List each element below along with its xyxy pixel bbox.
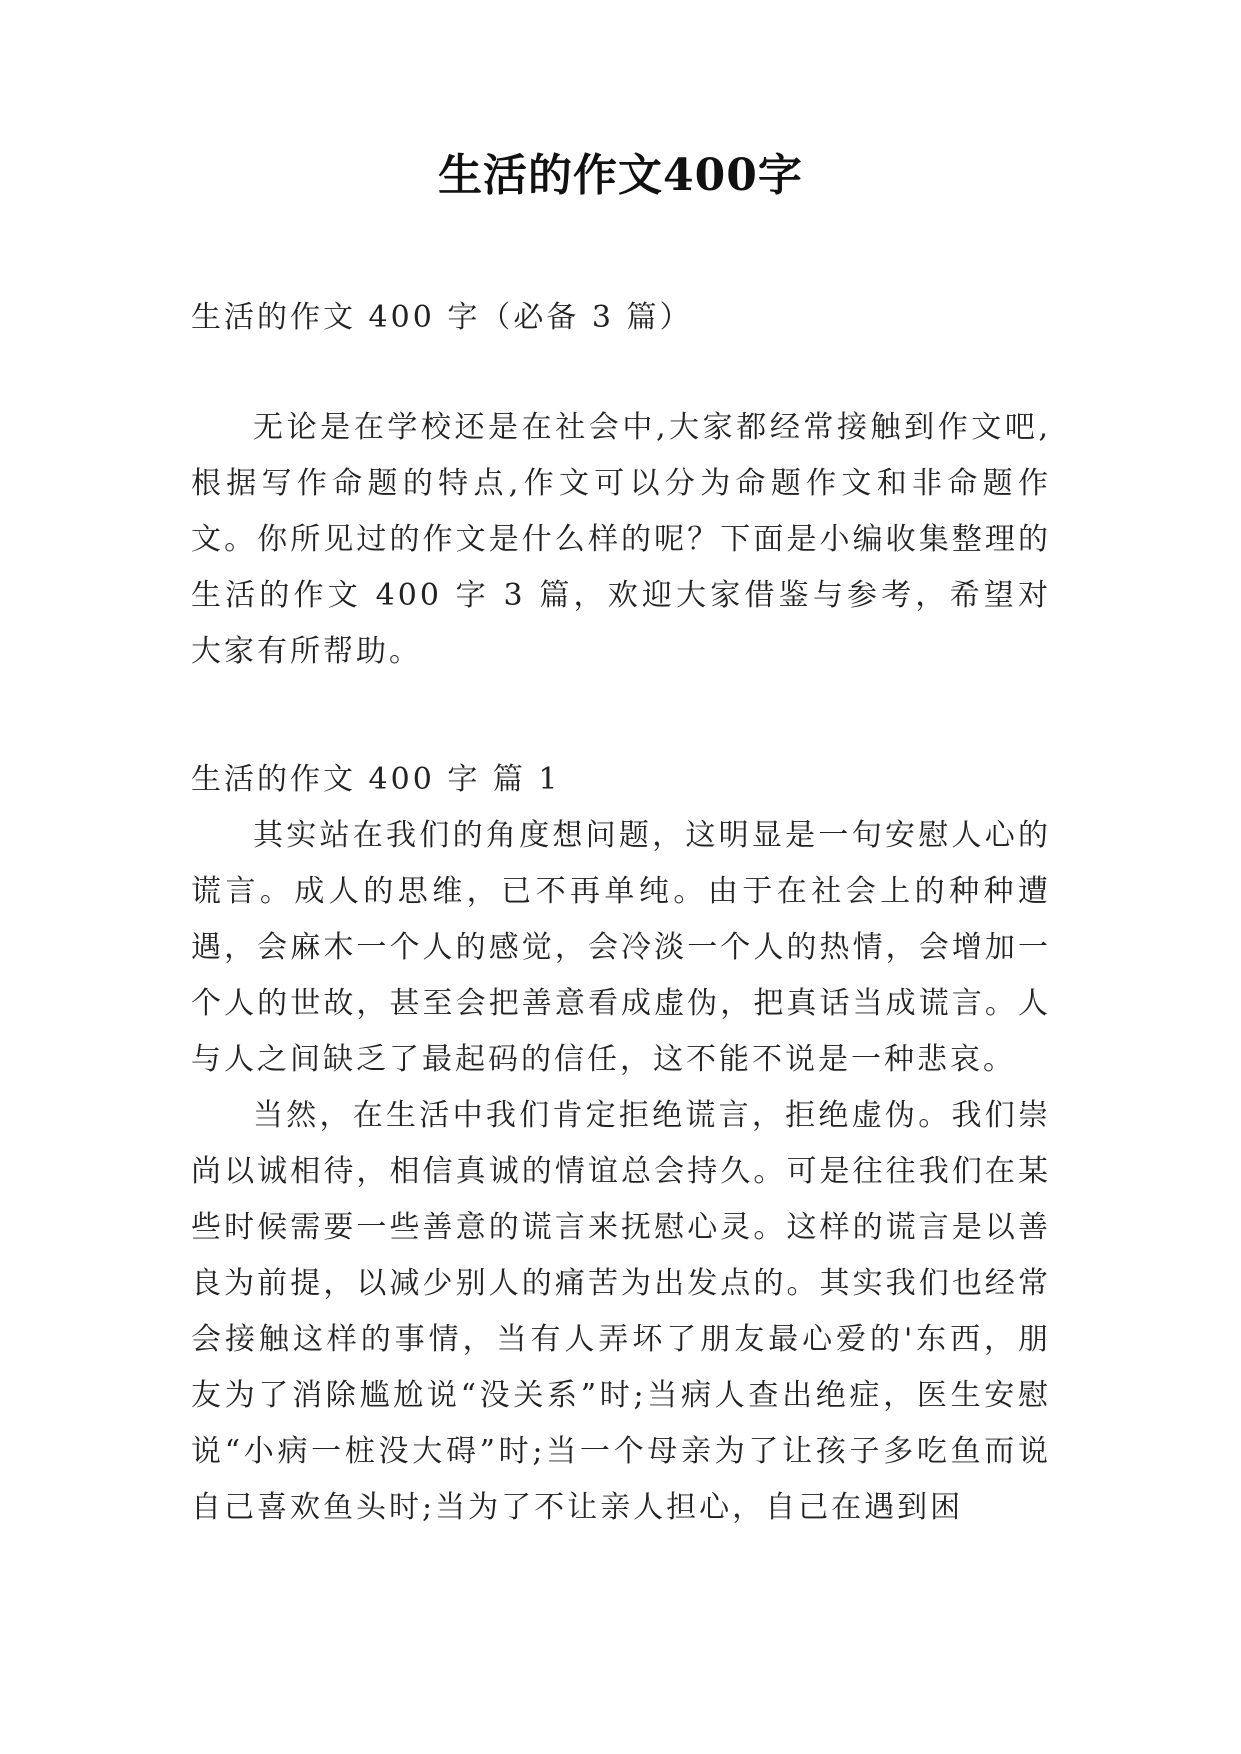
intro-paragraph: [191, 400, 1051, 680]
article-body: [191, 808, 1051, 1536]
section-heading: [191, 752, 1051, 808]
subtitle-text: 生活的作文 400 字（必备 3 篇）: [191, 300, 693, 335]
intro-text: 无论是在学校还是在社会中,大家都经常接触到作文吧,根据写作命题的特点,作文可以分为命题作文和非命题作文。你所见过的作文是什么样的呢？下面是小编收集整理的生活的作文 400 字 3 篇，欢迎大家借鉴与参考，希望对大家有所帮助。: [191, 410, 1051, 669]
document-subtitle: [191, 290, 1051, 346]
section-heading-text: 生活的作文 400 字 篇 1: [191, 762, 561, 797]
document-title: 生活的作文400字: [438, 150, 803, 201]
body-paragraph: 当然，在生活中我们肯定拒绝谎言，拒绝虚伪。我们崇尚以诚相待，相信真诚的情谊总会持久。可是往往我们在某些时候需要一些善意的谎言来抚慰心灵。这样的谎言是以善良为前提，以减少别人的痛苦为出发点的。其实我们也经常会接触这样的事情，当有人弄坏了朋友最心爱的'东西，朋友为了消除尴尬说“没关系”时;当病人查出绝症，医生安慰说“小病一桩没大碍”时;当一个母亲为了让孩子多吃鱼而说自己喜欢鱼头时;当为了不让亲人担心，自己在遇到困: [191, 1098, 1051, 1525]
body-paragraph: 其实站在我们的角度想问题，这明显是一句安慰人心的谎言。成人的思维，已不再单纯。由于在社会上的种种遭遇，会麻木一个人的感觉，会冷淡一个人的热情，会增加一个人的世故，甚至会把善意看成虚伪，把真话当成谎言。人与人之间缺乏了最起码的信任，这不能不说是一种悲哀。: [191, 818, 1051, 1077]
